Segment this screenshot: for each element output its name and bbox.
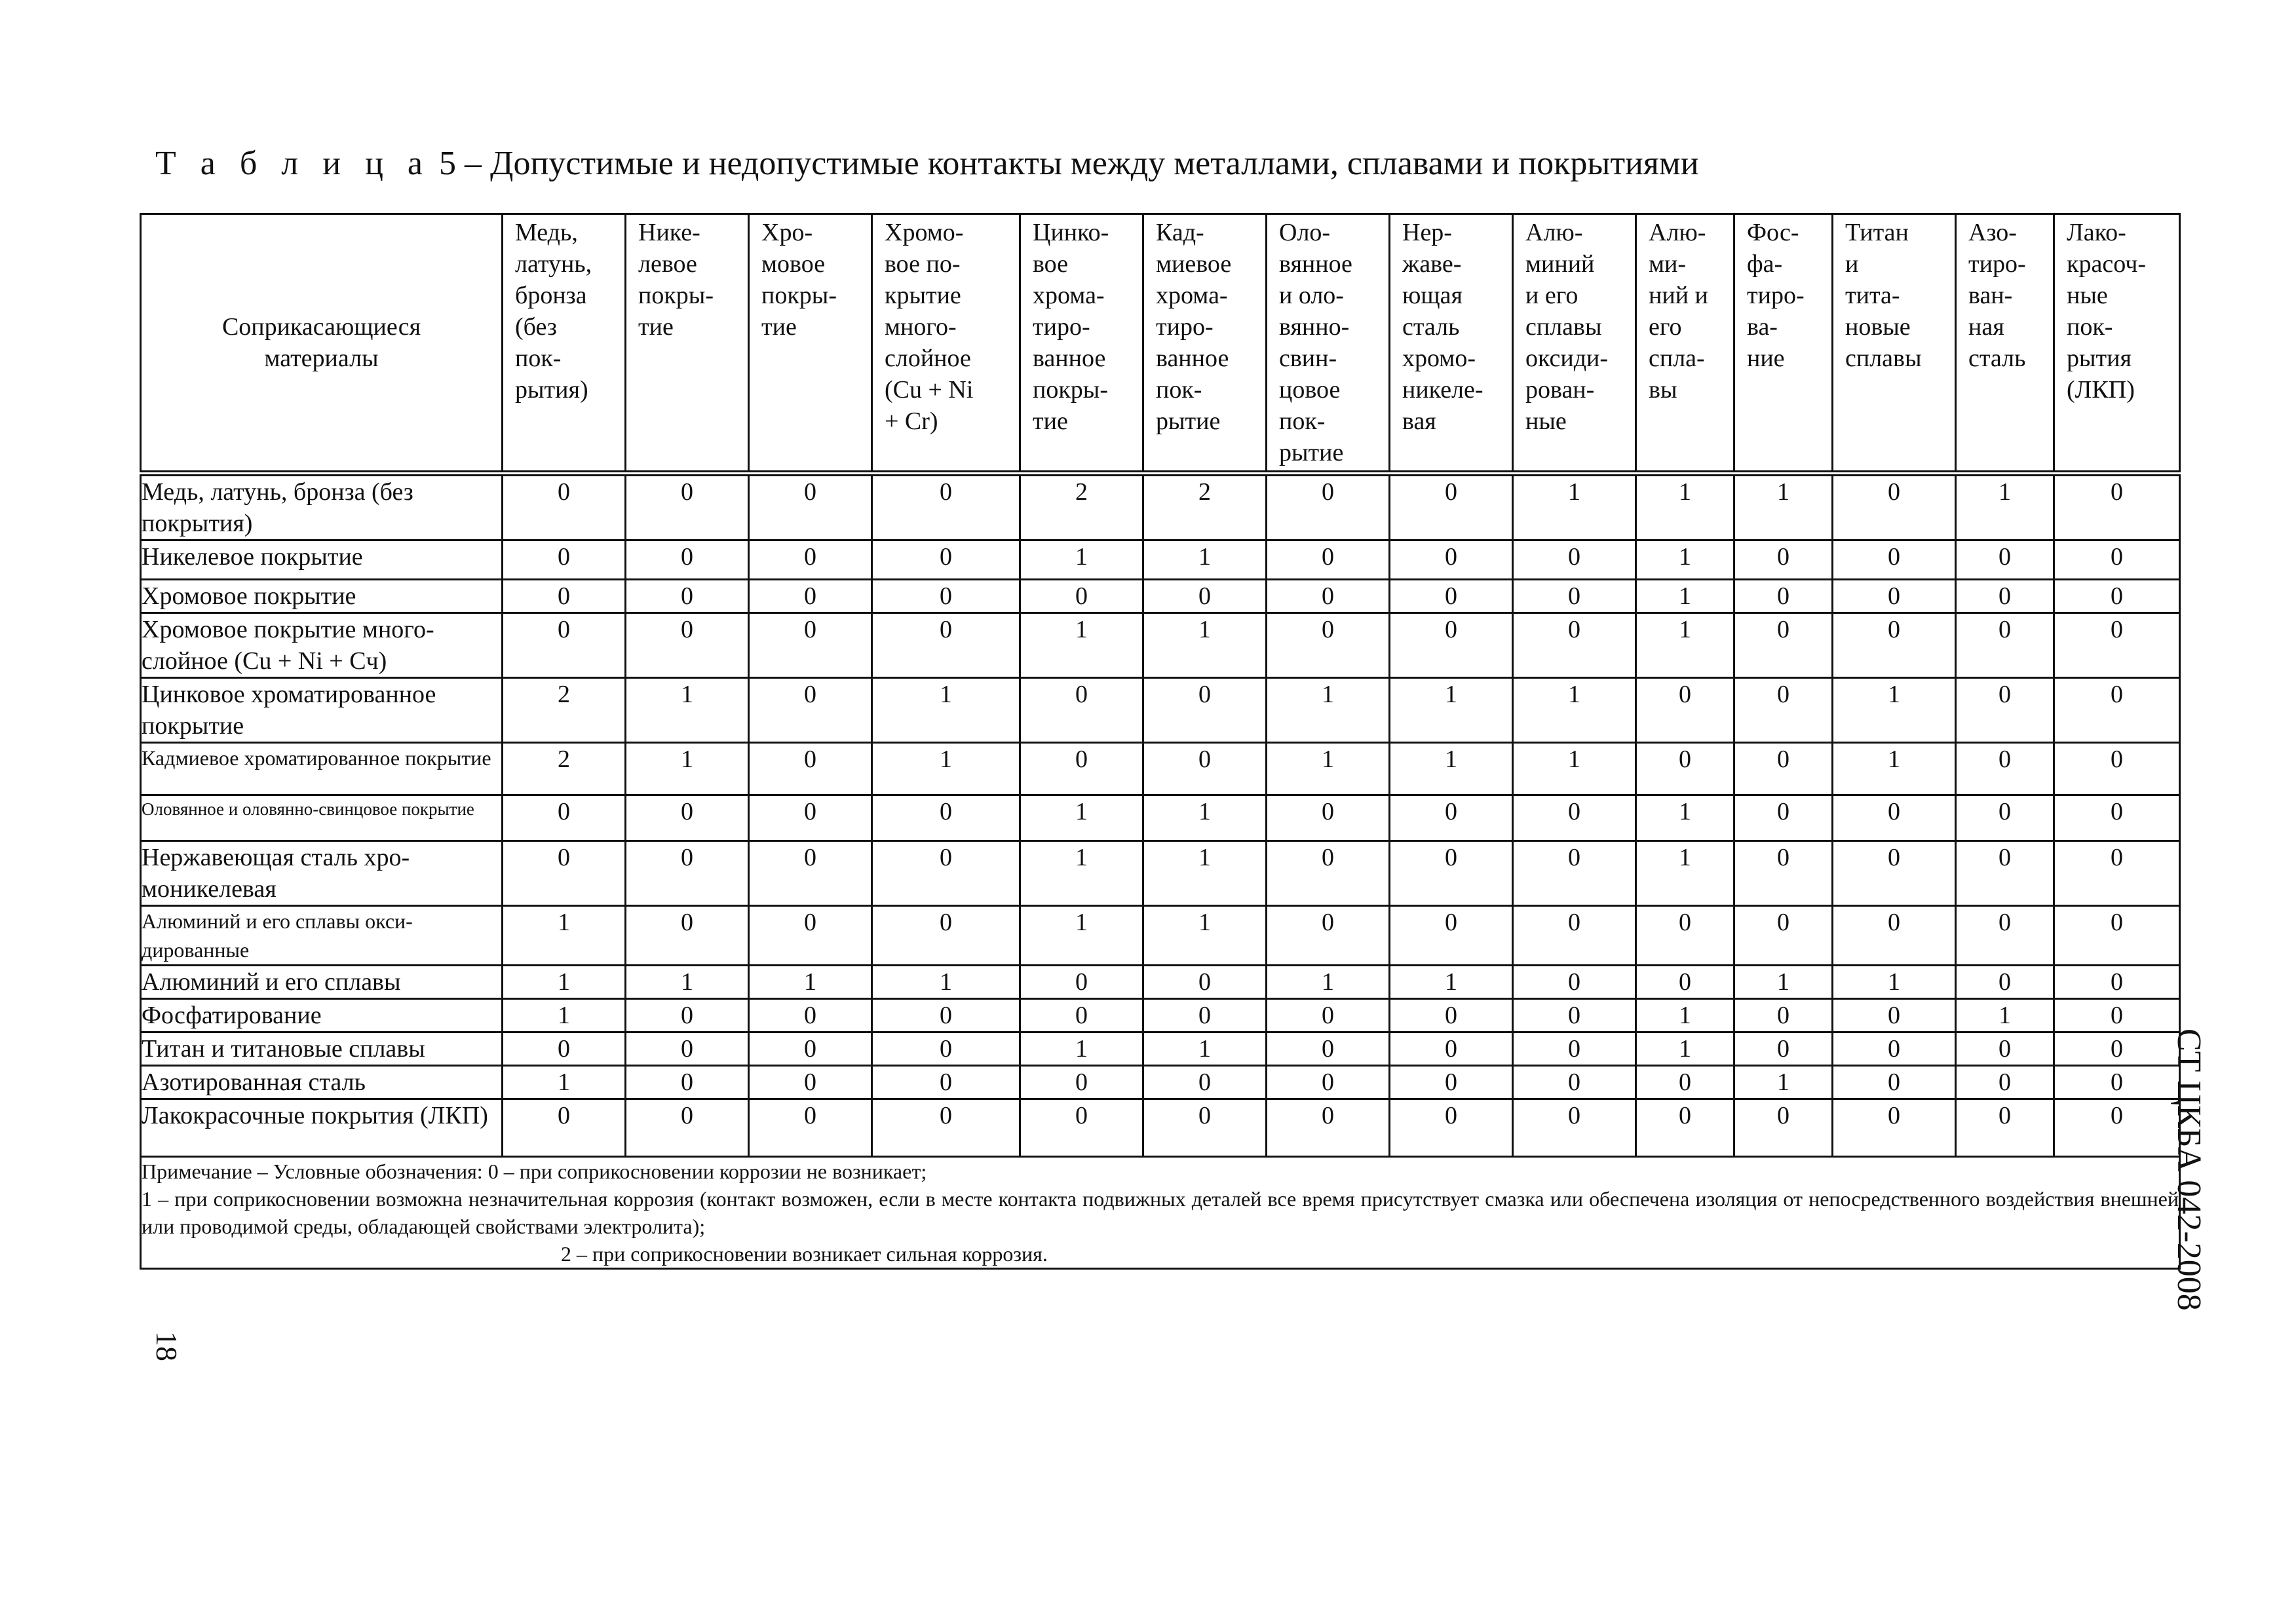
- table-cell: 0: [872, 580, 1020, 613]
- table-row: [141, 1066, 2180, 1099]
- column-header: Нике- левое покры- тие: [626, 214, 749, 474]
- table-row: [141, 613, 2180, 678]
- table-cell: 0: [1734, 906, 1833, 966]
- table-cell: 0: [1956, 1032, 2054, 1066]
- table-cell: 0: [1956, 966, 2054, 999]
- table-caption-text: 5 – Допустимые и недопустимые контакты между металлами, сплавами и покрытиями: [439, 145, 1699, 182]
- table-cell: 0: [2054, 1099, 2180, 1157]
- table-cell: 0: [1267, 906, 1390, 966]
- table-cell: 0: [1513, 906, 1636, 966]
- table-cell: 0: [1390, 613, 1513, 678]
- table-cell: 0: [1020, 999, 1143, 1032]
- table-cell: 1: [1513, 743, 1636, 795]
- note-line-0: Примечание – Условные обозначения: 0 – при соприкосновении коррозии не возникает;: [142, 1160, 927, 1183]
- table-cell: 0: [749, 613, 872, 678]
- table-cell: 0: [1734, 540, 1833, 580]
- row-label: Алюминий и его сплавы: [141, 966, 503, 999]
- table-cell: 0: [1956, 743, 2054, 795]
- table-cell: 1: [1020, 540, 1143, 580]
- table-cell: 0: [1020, 678, 1143, 743]
- row-label: Никелевое покрытие: [141, 540, 503, 580]
- row-label: Оловянное и оловянно-свинцовое покрытие: [141, 795, 503, 841]
- table-title: [155, 144, 1699, 183]
- table-cell: 0: [2054, 540, 2180, 580]
- table-cell: 0: [1833, 1032, 1956, 1066]
- table-cell: 0: [872, 906, 1020, 966]
- table-cell: 1: [1956, 474, 2054, 540]
- table-cell: 0: [1833, 999, 1956, 1032]
- table-cell: 1: [626, 966, 749, 999]
- table-cell: 0: [1636, 678, 1734, 743]
- table-cell: 1: [872, 743, 1020, 795]
- table-cell: 0: [872, 841, 1020, 906]
- table-cell: 0: [503, 795, 626, 841]
- row-label: Кадмиевое хроматированное покрытие: [141, 743, 503, 795]
- table-cell: 0: [1833, 795, 1956, 841]
- table-cell: 1: [1833, 743, 1956, 795]
- table-cell: 1: [1956, 999, 2054, 1032]
- table-cell: 0: [749, 1099, 872, 1157]
- table-cell: 0: [749, 1066, 872, 1099]
- table-cell: 0: [1833, 1099, 1956, 1157]
- table-cell: 0: [1513, 1066, 1636, 1099]
- table-cell: 0: [1267, 613, 1390, 678]
- table-cell: 0: [749, 678, 872, 743]
- page-number: [150, 1331, 193, 1370]
- table-caption-label: Т а б л и ц а: [155, 145, 430, 182]
- table-cell: 0: [1390, 841, 1513, 906]
- table-cell: 0: [626, 795, 749, 841]
- table-cell: 0: [1267, 1066, 1390, 1099]
- table-cell: 0: [1734, 795, 1833, 841]
- table-cell: 0: [1143, 678, 1267, 743]
- table-cell: 0: [1734, 841, 1833, 906]
- table-cell: 0: [1020, 743, 1143, 795]
- table-cell: 0: [2054, 1032, 2180, 1066]
- table-cell: 0: [1020, 1099, 1143, 1157]
- table-cell: 0: [872, 1099, 1020, 1157]
- table-cell: 0: [1390, 474, 1513, 540]
- table-cell: 0: [2054, 613, 2180, 678]
- table-cell: 2: [1143, 474, 1267, 540]
- table-cell: 0: [1513, 966, 1636, 999]
- table-cell: 0: [1513, 613, 1636, 678]
- table-cell: 0: [1267, 795, 1390, 841]
- table-cell: 0: [1956, 1099, 2054, 1157]
- table-cell: 1: [1020, 1032, 1143, 1066]
- table-cell: 0: [1734, 580, 1833, 613]
- table-cell: 0: [1956, 613, 2054, 678]
- table-cell: 1: [1020, 906, 1143, 966]
- table-cell: 0: [1143, 999, 1267, 1032]
- table-cell: 0: [503, 580, 626, 613]
- table-row: [141, 743, 2180, 795]
- table-cell: 0: [1390, 580, 1513, 613]
- table-cell: 0: [626, 999, 749, 1032]
- table-cell: 0: [749, 743, 872, 795]
- table-cell: 1: [1143, 795, 1267, 841]
- column-header: Титан и тита- новые сплавы: [1833, 214, 1956, 474]
- table-cell: 1: [1143, 841, 1267, 906]
- table-cell: 0: [2054, 966, 2180, 999]
- table-cell: 0: [1956, 841, 2054, 906]
- table-cell: 1: [1513, 678, 1636, 743]
- row-label: Хромовое покрытие много-слойное (Cu + Ni + Cч): [141, 613, 503, 678]
- table-cell: 1: [1833, 678, 1956, 743]
- table-cell: 0: [1956, 1066, 2054, 1099]
- document-code: [2170, 1029, 2215, 1311]
- table-cell: 1: [1267, 678, 1390, 743]
- table-row: [141, 580, 2180, 613]
- table-cell: 0: [2054, 474, 2180, 540]
- table-cell: 0: [1956, 906, 2054, 966]
- table-cell: 0: [1734, 999, 1833, 1032]
- table-row: [141, 906, 2180, 966]
- table-cell: 0: [872, 1066, 1020, 1099]
- table-cell: 1: [503, 1066, 626, 1099]
- table-cell: 0: [1636, 906, 1734, 966]
- table-cell: 0: [1734, 1099, 1833, 1157]
- column-header: Азо- тиро- ван- ная сталь: [1956, 214, 2054, 474]
- table-cell: 0: [1734, 1032, 1833, 1066]
- table-cell: 1: [1833, 966, 1956, 999]
- row-label: Цинковое хроматированное покрытие: [141, 678, 503, 743]
- table-row: [141, 966, 2180, 999]
- table-cell: 0: [626, 1099, 749, 1157]
- table-cell: 0: [1513, 1032, 1636, 1066]
- table-cell: 0: [1390, 906, 1513, 966]
- table-cell: 0: [872, 999, 1020, 1032]
- table-cell: 0: [1956, 580, 2054, 613]
- table-cell: 0: [872, 540, 1020, 580]
- note-line-1-text: 1 – при соприкосновении возможна незначительная коррозия (контакт возможен, если в месте контакта подвижных деталей все время присутствует смазка или обеспечена изоляция от непосредственного воздействия внешней или проводимой среды, обладающей свойствами электролита);: [142, 1187, 2179, 1238]
- table-cell: 0: [2054, 795, 2180, 841]
- table-cell: 0: [503, 1099, 626, 1157]
- table-cell: 0: [1833, 841, 1956, 906]
- table-cell: 0: [1956, 540, 2054, 580]
- table-cell: 0: [1390, 1066, 1513, 1099]
- column-header: Кад- миевое хрома- тиро- ванное пок- рытие: [1143, 214, 1267, 474]
- table-cell: 0: [1513, 540, 1636, 580]
- table-cell: 0: [749, 540, 872, 580]
- column-header: Оло- вянное и оло- вянно- свин- цовое пок- рытие: [1267, 214, 1390, 474]
- table-cell: 0: [2054, 841, 2180, 906]
- table-cell: 1: [1267, 743, 1390, 795]
- table-cell: 1: [1390, 678, 1513, 743]
- note-line-1: [142, 1185, 2179, 1240]
- table-cell: 0: [749, 906, 872, 966]
- table-cell: 0: [1513, 795, 1636, 841]
- table-cell: 1: [1143, 540, 1267, 580]
- table-cell: 0: [1390, 1032, 1513, 1066]
- table-cell: 0: [1020, 966, 1143, 999]
- table-cell: 0: [1390, 1099, 1513, 1157]
- table-cell: 0: [626, 1066, 749, 1099]
- table-cell: 0: [1513, 999, 1636, 1032]
- table-cell: 0: [749, 1032, 872, 1066]
- table-cell: 0: [1267, 540, 1390, 580]
- table-cell: 0: [1267, 841, 1390, 906]
- table-cell: 0: [1267, 1099, 1390, 1157]
- table-body: [141, 474, 2180, 1157]
- table-cell: 1: [1636, 999, 1734, 1032]
- table-cell: 1: [749, 966, 872, 999]
- table-cell: 1: [626, 743, 749, 795]
- table-cell: 0: [626, 474, 749, 540]
- table-cell: 1: [503, 966, 626, 999]
- table-cell: 1: [1734, 474, 1833, 540]
- table-cell: 1: [1020, 841, 1143, 906]
- row-label: Нержавеющая сталь хро-моникелевая: [141, 841, 503, 906]
- table-cell: 0: [626, 1032, 749, 1066]
- table-cell: 0: [1143, 1066, 1267, 1099]
- row-label: Азотированная сталь: [141, 1066, 503, 1099]
- table-cell: 0: [1734, 743, 1833, 795]
- table-cell: 1: [1020, 795, 1143, 841]
- contacts-table: [140, 213, 2181, 1270]
- table-cell: 0: [1513, 1099, 1636, 1157]
- table-cell: 1: [626, 678, 749, 743]
- table-cell: 0: [1390, 540, 1513, 580]
- table-cell: 0: [1267, 1032, 1390, 1066]
- table-cell: 0: [872, 613, 1020, 678]
- table-cell: 0: [1636, 966, 1734, 999]
- table-cell: 0: [626, 613, 749, 678]
- row-label: Лакокрасочные покрытия (ЛКП): [141, 1099, 503, 1157]
- column-header: Медь, латунь, бронза (без пок- рытия): [503, 214, 626, 474]
- table-cell: 0: [1734, 678, 1833, 743]
- table-cell: 0: [1390, 999, 1513, 1032]
- table-cell: 1: [503, 999, 626, 1032]
- table-row: [141, 841, 2180, 906]
- table-cell: 0: [749, 474, 872, 540]
- column-header: Алю- миний и его сплавы оксиди- рован- ные: [1513, 214, 1636, 474]
- table-cell: 1: [1636, 841, 1734, 906]
- column-header: Лако- красоч- ные пок- рытия (ЛКП): [2054, 214, 2180, 474]
- table-cell: 0: [2054, 743, 2180, 795]
- table-cell: 1: [872, 678, 1020, 743]
- table-row: [141, 1099, 2180, 1157]
- table-cell: 0: [626, 540, 749, 580]
- column-header: Хромо- вое по- крытие много- слойное (Cu + Ni + Cr): [872, 214, 1020, 474]
- table-cell: 1: [872, 966, 1020, 999]
- table-cell: 0: [1956, 795, 2054, 841]
- table-cell: 0: [503, 474, 626, 540]
- table-cell: 1: [1020, 613, 1143, 678]
- table-cell: 0: [1143, 966, 1267, 999]
- table-cell: 0: [2054, 999, 2180, 1032]
- table-cell: 2: [503, 743, 626, 795]
- table-cell: 0: [1143, 1099, 1267, 1157]
- table-row: [141, 999, 2180, 1032]
- table-cell: 0: [626, 580, 749, 613]
- table-cell: 0: [1833, 1066, 1956, 1099]
- table-cell: 1: [1390, 966, 1513, 999]
- table-cell: 0: [626, 906, 749, 966]
- table-cell: 0: [1833, 906, 1956, 966]
- table-cell: 0: [1833, 613, 1956, 678]
- table-cell: 0: [1833, 474, 1956, 540]
- table-cell: 1: [1636, 1032, 1734, 1066]
- table-cell: 0: [503, 540, 626, 580]
- row-label: Хромовое покрытие: [141, 580, 503, 613]
- column-header: Алю- ми- ний и его спла- вы: [1636, 214, 1734, 474]
- table-cell: 0: [872, 795, 1020, 841]
- table-cell: 1: [1734, 1066, 1833, 1099]
- table-cell: 1: [1513, 474, 1636, 540]
- table-cell: 0: [1833, 580, 1956, 613]
- table-cell: 0: [1143, 580, 1267, 613]
- table-cell: 0: [1390, 795, 1513, 841]
- table-cell: 0: [503, 613, 626, 678]
- table-cell: 2: [1020, 474, 1143, 540]
- note-line-2: 2 – при соприкосновении возникает сильная коррозия.: [561, 1242, 1048, 1266]
- table-cell: 2: [503, 678, 626, 743]
- table-cell: 0: [2054, 580, 2180, 613]
- table-cell: 1: [1390, 743, 1513, 795]
- row-label: Титан и титановые сплавы: [141, 1032, 503, 1066]
- table-cell: 0: [1020, 580, 1143, 613]
- table-cell: 0: [1267, 580, 1390, 613]
- table-cell: 0: [2054, 906, 2180, 966]
- table-cell: 1: [1636, 540, 1734, 580]
- table-cell: 0: [626, 841, 749, 906]
- table-row: [141, 474, 2180, 540]
- table-cell: 0: [1267, 474, 1390, 540]
- table-row: [141, 540, 2180, 580]
- document-code-text: СТ ЦКБА 042-2008: [2170, 1029, 2208, 1311]
- table-row: [141, 678, 2180, 743]
- column-header: Фос- фа- тиро- ва- ние: [1734, 214, 1833, 474]
- table-cell: 0: [749, 580, 872, 613]
- table-cell: 1: [1636, 474, 1734, 540]
- table-row: [141, 1032, 2180, 1066]
- page-number-text: 18: [150, 1331, 183, 1361]
- table-cell: 0: [749, 999, 872, 1032]
- table-cell: 1: [1636, 580, 1734, 613]
- table-cell: 0: [1734, 613, 1833, 678]
- table-cell: 1: [1143, 906, 1267, 966]
- note-row: [141, 1157, 2180, 1269]
- table-note: [141, 1157, 2180, 1269]
- table-cell: 0: [1636, 1066, 1734, 1099]
- table-cell: 0: [1956, 678, 2054, 743]
- table-cell: 1: [1734, 966, 1833, 999]
- table-cell: 0: [1513, 841, 1636, 906]
- table-cell: 0: [1833, 540, 1956, 580]
- table-cell: 1: [1267, 966, 1390, 999]
- table-cell: 1: [1636, 613, 1734, 678]
- table-cell: 1: [503, 906, 626, 966]
- table-cell: 0: [2054, 1066, 2180, 1099]
- table-cell: 0: [1636, 1099, 1734, 1157]
- row-label: Медь, латунь, бронза (без покрытия): [141, 474, 503, 540]
- table-cell: 0: [1513, 580, 1636, 613]
- table-cell: 1: [1143, 1032, 1267, 1066]
- table-cell: 0: [1020, 1066, 1143, 1099]
- row-label: Фосфатирование: [141, 999, 503, 1032]
- table-cell: 1: [1143, 613, 1267, 678]
- column-header: Цинко- вое хрома- тиро- ванное покры- тие: [1020, 214, 1143, 474]
- table-row: [141, 795, 2180, 841]
- table-cell: 0: [503, 841, 626, 906]
- table-cell: 1: [1636, 795, 1734, 841]
- table-cell: 0: [1267, 999, 1390, 1032]
- table-cell: 0: [749, 795, 872, 841]
- table-cell: 0: [872, 474, 1020, 540]
- header-row: [141, 214, 2180, 474]
- table-cell: 0: [872, 1032, 1020, 1066]
- table-cell: 0: [2054, 678, 2180, 743]
- column-header: Нер- жаве- ющая сталь хромо- никеле- вая: [1390, 214, 1513, 474]
- table-cell: 0: [503, 1032, 626, 1066]
- column-header: Хро- мовое покры- тие: [749, 214, 872, 474]
- table-cell: 0: [1636, 743, 1734, 795]
- row-label: Алюминий и его сплавы окси-дированные: [141, 906, 503, 966]
- corner-header: Соприкасающиеся материалы: [141, 214, 503, 474]
- table-cell: 0: [1143, 743, 1267, 795]
- table-cell: 0: [749, 841, 872, 906]
